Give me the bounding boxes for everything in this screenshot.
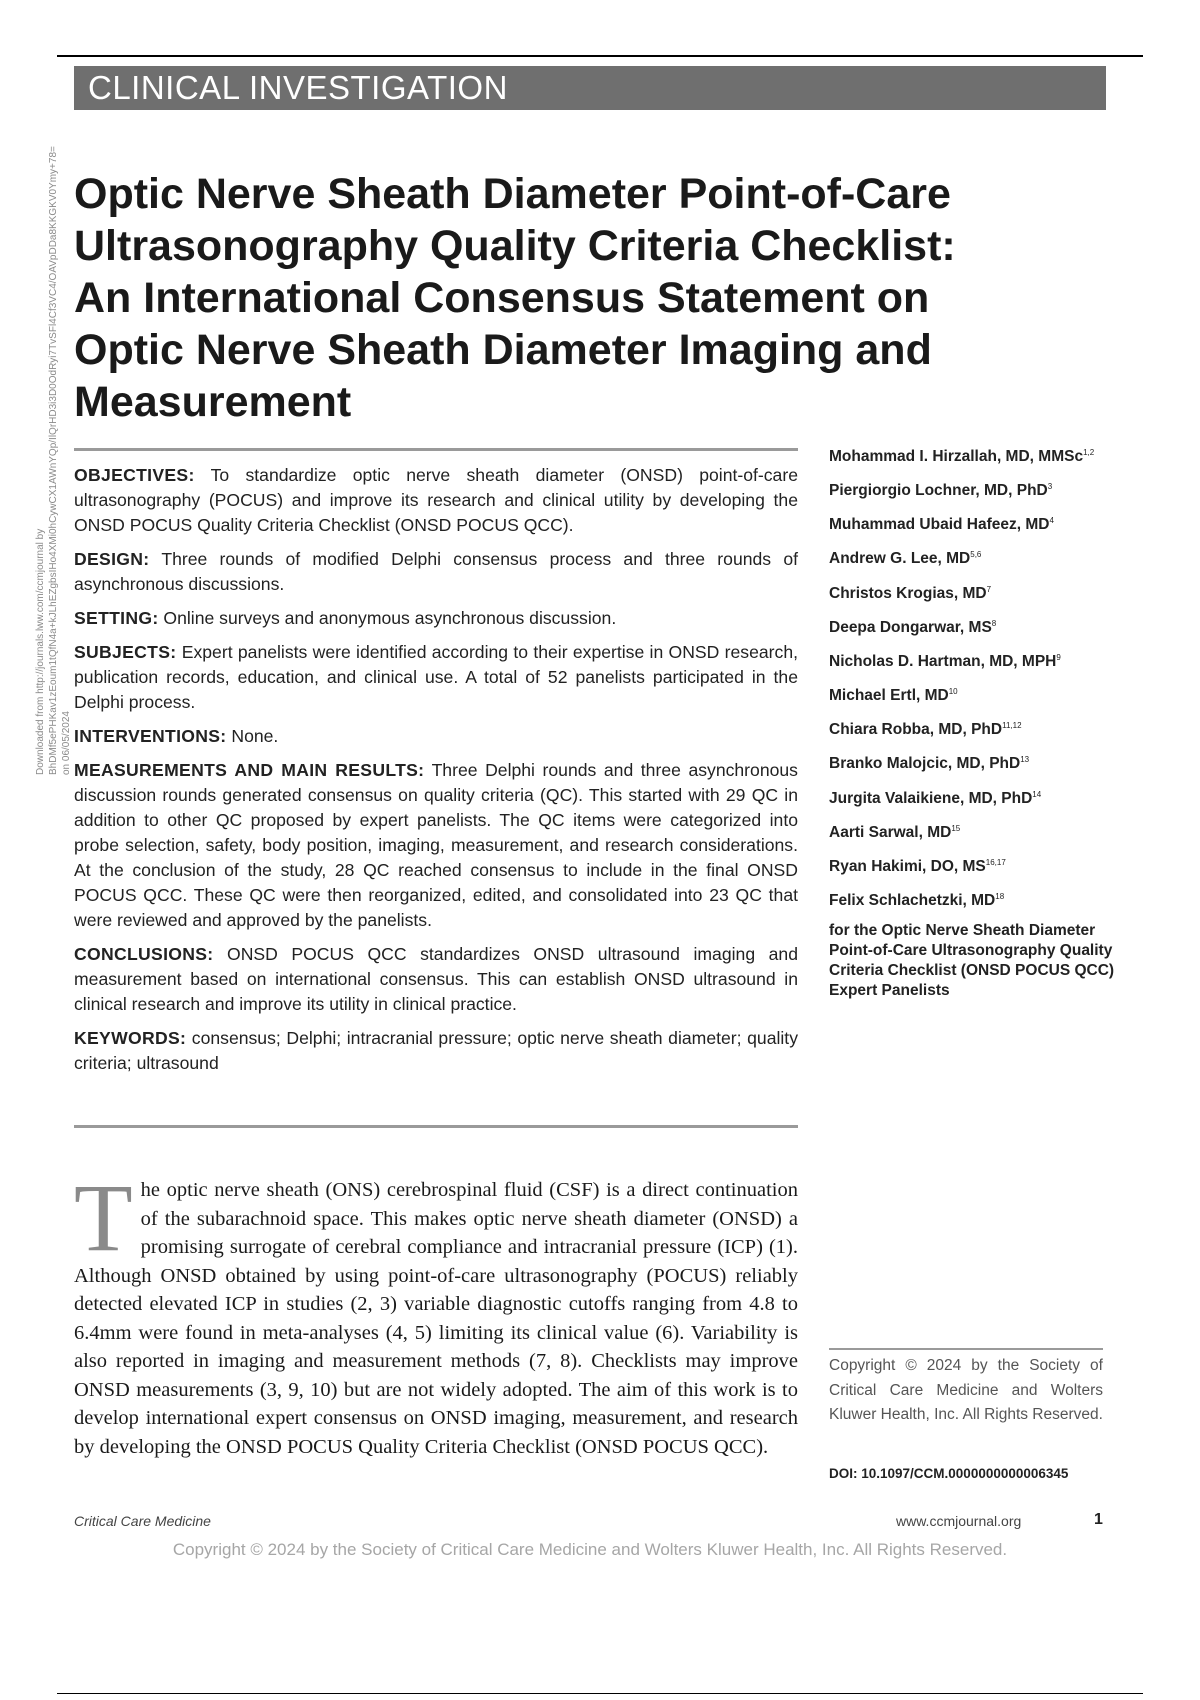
abstract-conclusions [74, 942, 798, 1017]
author-affiliation: 16,17 [985, 857, 1006, 867]
author-affiliation: 18 [995, 892, 1005, 902]
author-name: Branko Malojcic, MD, PhD [829, 755, 1021, 773]
abstract-label: SUBJECTS: [74, 642, 177, 662]
author-affiliation: 3 [1047, 482, 1053, 492]
author [829, 477, 1119, 501]
author-affiliation: 14 [1032, 789, 1042, 799]
author-affiliation: 13 [1020, 755, 1030, 765]
author [829, 750, 1119, 774]
title-line: Measurement [74, 378, 352, 426]
footer-copyright: Copyright © 2024 by the Society of Critical Care Medicine and Wolters Kluwer Health, Inc. All Rights Reserved. [172, 1540, 1008, 1559]
download-watermark: Downloaded from http://journals.lww.com/ccmjournal by BhDMf5ePHKav1zEoum1tQfN4a+kJLhEZgbsIHo4XMi0hCywCX1AWnYQp/IlQrHD3i3D0OdRyi7TvSFl4Cf3VC4/OAVpDDa8KKGKV0Ymy+78= on 06/05/2024 [35, 146, 72, 775]
author-affiliation: 1,2 [1083, 448, 1095, 457]
abstract-label: SETTING: [74, 608, 159, 628]
abstract-label: KEYWORDS: [74, 1028, 187, 1048]
title-line: Optic Nerve Sheath Diameter Imaging and [74, 326, 932, 374]
author [829, 682, 1119, 706]
abstract-setting [74, 606, 798, 631]
abstract-subjects [74, 640, 798, 715]
body-paragraph-text: he optic nerve sheath (ONS) cerebrospinal fluid (CSF) is a direct continuation of the subarachnoid space. This makes optic nerve sheath diameter (ONSD) a promising surrogate of cerebral compliance and intracranial pressure (ICP) (1). Although ONSD obtained by using point-of-care ultrasonography (POCUS) reliably detected elevated ICP in studies (2, 3) variable diagnostic cutoffs ranging from 4.8 to 6.4mm were found in meta-analyses (4, 5) limiting its clinical value (6). Variability is also reported in imaging and measurement methods (7, 8). Checklists may improve ONSD measurements (3, 9, 10) but are not widely adopted. The aim of this work is to develop international expert consensus on ONSD imaging, measurement, and research by developing the ONSD POCUS Quality Criteria Checklist (ONSD POCUS QCC). [74, 1179, 798, 1458]
author [829, 580, 1119, 604]
copyright-rule [829, 1348, 1103, 1350]
abstract-label: INTERVENTIONS: [74, 726, 227, 746]
author-list [829, 443, 1119, 1001]
author-name: Muhammad Ubaid Hafeez, MD [829, 516, 1050, 534]
abstract-label: CONCLUSIONS: [74, 944, 214, 964]
abstract-text: Online surveys and anonymous asynchronous discussion. [163, 608, 617, 628]
author [829, 785, 1119, 809]
abstract-design [74, 547, 798, 597]
footer-journal-name: Critical Care Medicine [74, 1513, 211, 1529]
abstract-text: consensus; Delphi; intracranial pressure; optic nerve sheath diameter; quality criteria; ultrasound [74, 1028, 798, 1073]
bottom-rule [57, 1693, 1143, 1694]
abstract-objectives [74, 463, 798, 538]
article-title [74, 168, 1074, 428]
author-name: Chiara Robba, MD, PhD [829, 721, 1003, 739]
doi: DOI: 10.1097/CCM.0000000000006345 [829, 1466, 1069, 1481]
author-name: Nicholas D. Hartman, MD, MPH [829, 653, 1057, 671]
footer-url[interactable]: www.ccmjournal.org [896, 1513, 1022, 1529]
author-affiliation: 5,6 [970, 550, 982, 560]
author-name: Christos Krogias, MD [829, 584, 987, 602]
abstract-text: Three rounds of modified Delphi consensus process and three rounds of asynchronous discussions. [74, 549, 798, 594]
author-affiliation: 10 [948, 687, 958, 697]
abstract-text: Expert panelists were identified according to their expertise in ONSD research, publication records, education, and clinical use. A total of 52 panelists participated in the Delphi process. [74, 642, 799, 712]
abstract-text: None. [231, 726, 279, 746]
top-rule [57, 55, 1143, 57]
abstract [74, 463, 798, 1085]
author-name: Mohammad I. Hirzallah, MD, MMSc [829, 448, 1084, 466]
author [829, 443, 1119, 467]
author-affiliation: 15 [951, 823, 961, 833]
section-banner: CLINICAL INVESTIGATION [74, 66, 1106, 110]
abstract-rule-bottom [74, 1125, 798, 1128]
panel-group-name: for the Optic Nerve Sheath Diameter Point-of-Care Ultrasonography Quality Criteria Checklist (ONSD POCUS QCC) Expert Panelists [829, 922, 1115, 1000]
author [829, 648, 1119, 672]
abstract-text: ONSD POCUS QCC standardizes ONSD ultrasound imaging and measurement based on international consensus. This can establish ONSD ultrasound in clinical research and improve its utility in clinical practice. [74, 944, 798, 1014]
abstract-text: To standardize optic nerve sheath diameter (ONSD) point-of-care ultrasonography (POCUS) and improve its research and clinical utility by developing the ONSD POCUS Quality Criteria Checklist (ONSD POCUS QCC). [74, 465, 798, 535]
author [829, 887, 1119, 911]
author-affiliation: 9 [1056, 652, 1061, 662]
author-affiliation: 11,12 [1002, 721, 1022, 731]
page-number: 1 [1094, 1511, 1103, 1528]
abstract-label: OBJECTIVES: [74, 465, 195, 485]
author-affiliation: 4 [1049, 516, 1054, 526]
body-text [74, 1164, 798, 1461]
author [829, 716, 1119, 740]
abstract-text: Three Delphi rounds and three asynchronous discussion rounds generated consensus on quality criteria (QC). This started with 29 QC in addition to other QC proposed by expert panelists. The QC items were categorized into probe selection, safety, body position, imaging, measurement, and research considerations. At the conclusion of the study, 28 QC reached consensus to include in the final ONSD POCUS QCC. These QC were then reorganized, edited, and consolidated into 23 QC that were reviewed and approved by the panelists. [74, 760, 798, 930]
abstract-keywords [74, 1026, 798, 1076]
abstract-measurements [74, 758, 798, 933]
author [829, 614, 1119, 638]
author-name: Michael Ertl, MD [829, 687, 949, 705]
author-affiliation: 8 [991, 618, 997, 628]
title-line: Optic Nerve Sheath Diameter Point-of-Care [74, 170, 951, 218]
abstract-label: MEASUREMENTS AND MAIN RESULTS: [74, 760, 425, 780]
abstract-interventions [74, 724, 798, 749]
abstract-rule-top [74, 448, 798, 451]
author-name: Felix Schlachetzki, MD [829, 892, 996, 910]
body-paragraph [74, 1164, 798, 1461]
author [829, 511, 1119, 535]
author-name: Jurgita Valaikiene, MD, PhD [829, 789, 1033, 807]
author [829, 545, 1119, 569]
author-name: Deepa Dongarwar, MS [829, 618, 992, 636]
author-name: Ryan Hakimi, DO, MS [829, 858, 986, 876]
dropcap: T [74, 1164, 133, 1271]
author-name: Andrew G. Lee, MD [829, 550, 971, 568]
author [829, 819, 1119, 843]
author-name: Piergiorgio Lochner, MD, PhD [829, 482, 1048, 500]
author [829, 853, 1119, 877]
title-line: Ultrasonography Quality Criteria Checklist: [74, 222, 956, 270]
copyright-notice: Copyright © 2024 by the Society of Critical Care Medicine and Wolters Kluwer Health, Inc. All Rights Reserved. [829, 1357, 1103, 1423]
title-line: An International Consensus Statement on [74, 274, 930, 322]
abstract-label: DESIGN: [74, 549, 150, 569]
author-name: Aarti Sarwal, MD [829, 823, 952, 841]
author-affiliation: 7 [986, 584, 992, 594]
